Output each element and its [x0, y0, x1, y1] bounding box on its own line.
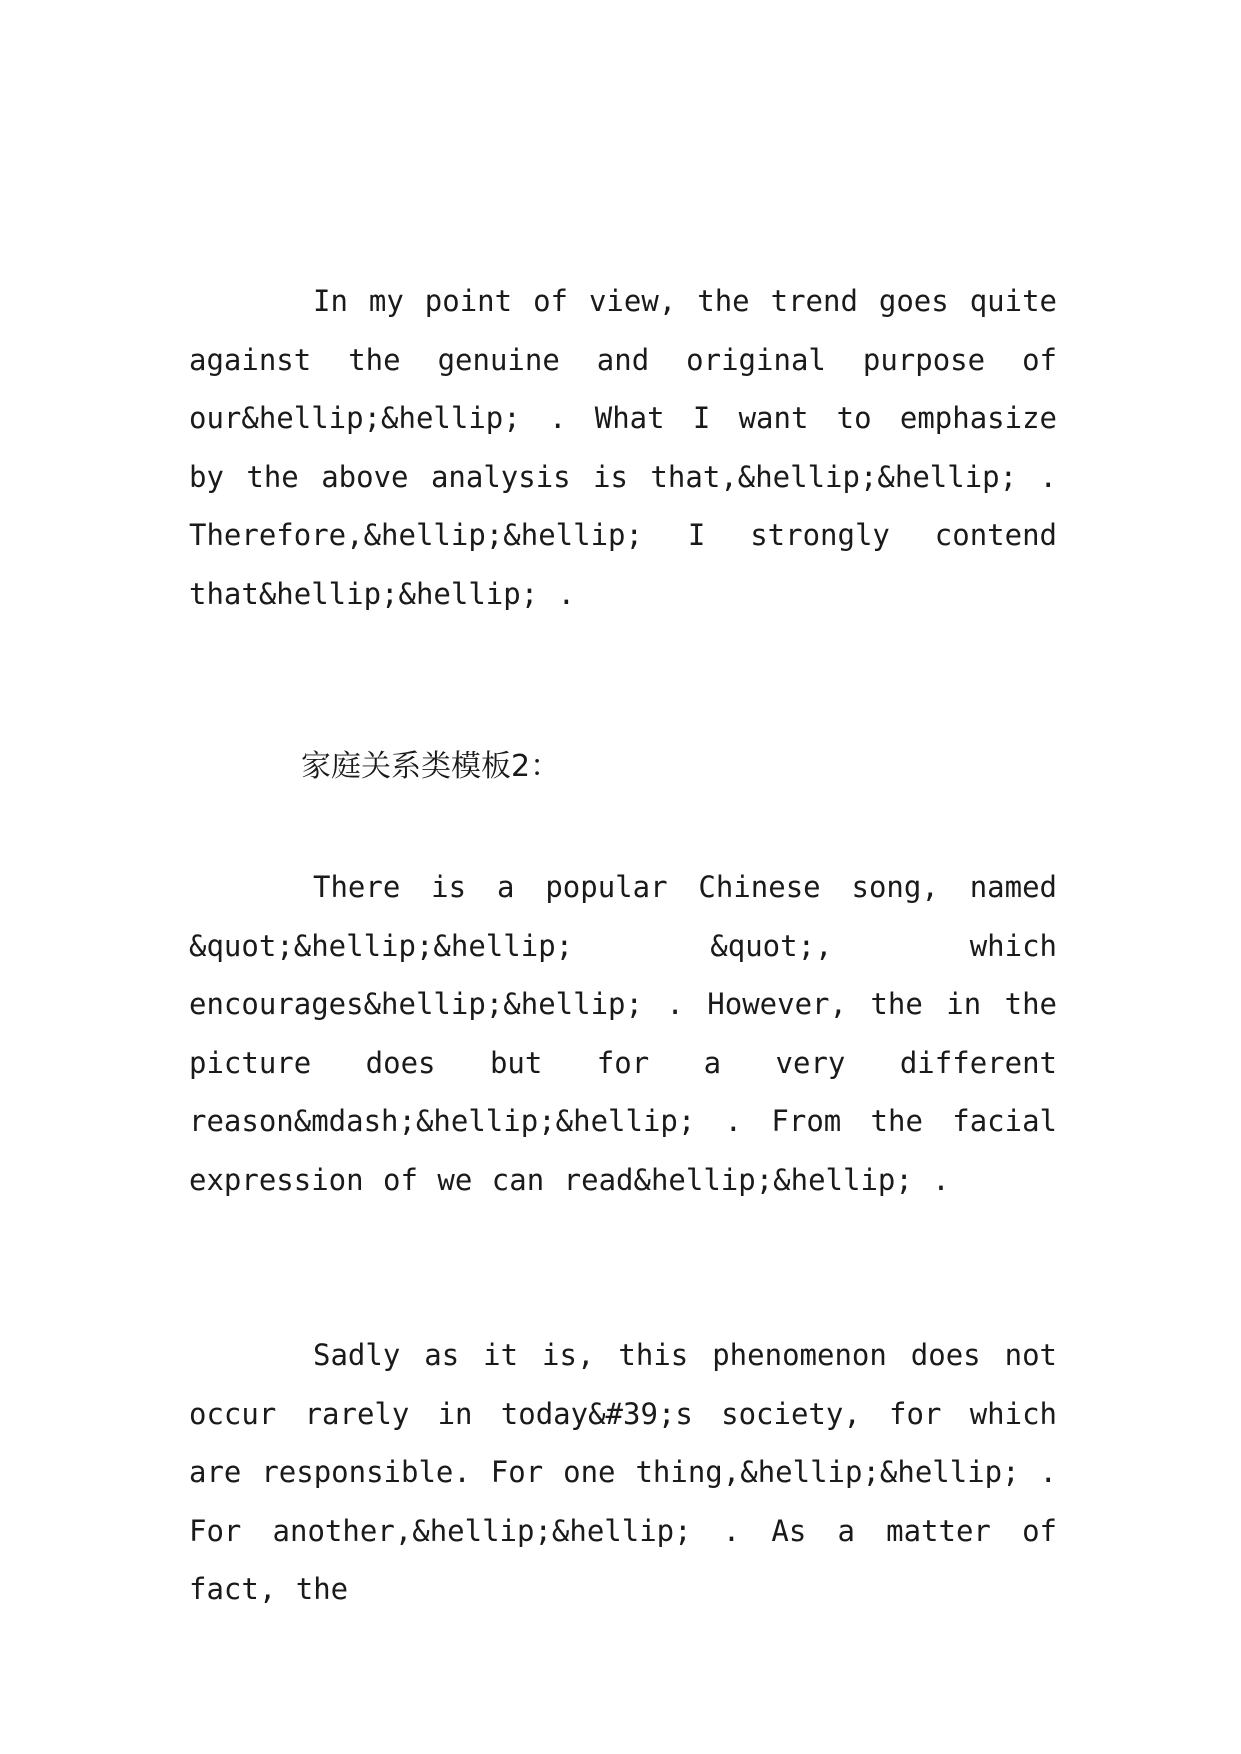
paragraph-1: In my point of view, the trend goes quite against the genuine and original purpose of our&hellip;&hellip; . What I want to emphasize by the above analysis is that,&hellip;&hellip; . Therefore,&hellip;&hellip; I strongly contend that&hellip;&hellip; . [189, 284, 1057, 611]
paragraph-3: Sadly as it is, this phenomenon does not occur rarely in today&#39;s society, for which are responsible. For one thing,&hellip;&hellip; . For another,&hellip;&hellip; . As a matter of fact, the [189, 1338, 1057, 1606]
paragraph-2: There is a popular Chinese song, named &quot;&hellip;&hellip; &quot;, which encourages&hellip;&hellip; . However, the in the picture does but for a very different reason&mdash;&hellip;&hellip; . From the facial expression of we can read&hellip;&hellip; . [189, 870, 1057, 1197]
section-heading: 家庭关系类模板2： [301, 749, 561, 784]
